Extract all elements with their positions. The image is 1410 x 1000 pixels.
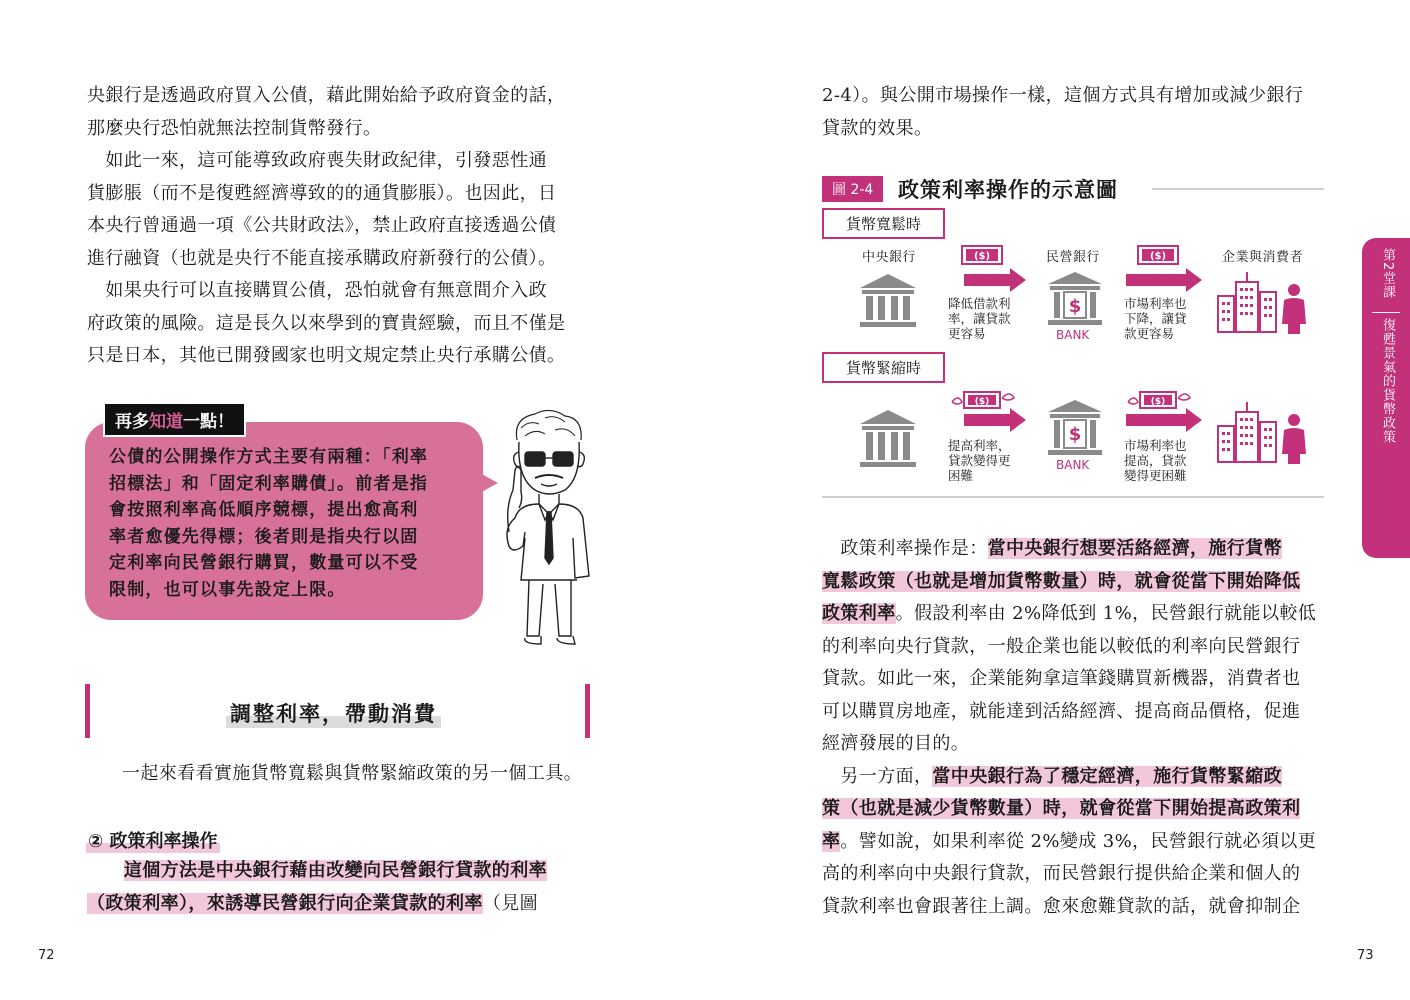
text-line: 貸款利率也會跟著往上調。愈來愈難貸款的話，就會抑制企 (822, 895, 1301, 917)
tip-line: 定利率向民營銀行購買，數量可以不受 (109, 553, 419, 573)
flying-money-arrow-icon (1124, 388, 1204, 434)
money-arrow-icon (948, 244, 1028, 294)
intro-line: 一起來看看實施貨幣寬鬆與貨幣緊縮政策的另一個工具。 (122, 763, 582, 784)
text-line: 府政策的風險。這是長久以來學到的寶貴經驗，而且不僅是 (87, 312, 566, 334)
text-line (822, 793, 1316, 826)
highlight-text: 當中央銀行想要活絡經濟，施行貨幣 (987, 538, 1283, 559)
text-line (822, 826, 1316, 859)
text-line (87, 888, 547, 921)
note-line: 變得更困難 (1124, 468, 1187, 483)
bank-word: BANK (1056, 458, 1090, 472)
professor-illustration (495, 408, 605, 648)
text-line: 如果央行可以直接購買公債，恐怕就會有無意間介入政 (87, 280, 547, 301)
text-line (822, 533, 1316, 566)
note-line: 貸款變得更 (948, 453, 1011, 468)
figure-rule-top (1152, 188, 1324, 190)
label-private-bank: 民營銀行 (1046, 250, 1101, 265)
label-consumers: 企業與消費者 (1222, 250, 1304, 265)
note-line: 困難 (948, 468, 974, 483)
private-bank-icon (1046, 398, 1104, 456)
city-consumer-icon (1214, 392, 1314, 466)
text-line: 貸款的效果。 (822, 117, 933, 139)
highlight-text: （政策利率），來誘導民營銀行向企業貸款的利率 (87, 892, 483, 914)
text-line: 央銀行是透過政府買入公債，藉此開始給予政府資金的話， (87, 85, 566, 106)
flying-money-arrow-icon (948, 388, 1028, 434)
easing-note-1 (948, 296, 1011, 341)
central-bank-icon (856, 272, 920, 328)
tip-line: 公債的公開操作方式主要有兩種：「利率 (109, 447, 429, 467)
city-consumer-icon (1214, 266, 1314, 336)
text-pre: 政策利率操作是： (822, 538, 988, 559)
text-line (87, 855, 547, 888)
tight-note-1 (948, 438, 1011, 483)
note-line: 提高，貸款 (1124, 453, 1187, 468)
figure-title: 政策利率操作的示意圖 (898, 178, 1118, 202)
tip-tag-post: 一點！ (183, 412, 234, 432)
tip-tag-pre: 再多 (115, 412, 149, 432)
right-body-text (822, 533, 1316, 923)
highlight-text: 當中央銀行為了穩定經濟，施行貨幣緊縮政 (932, 765, 1283, 787)
chapter-side-tab (1362, 238, 1410, 558)
text-tail: 。假設利率由 2%降低到 1%，民營銀行就能以較低 (895, 603, 1317, 624)
left-highlight-block (87, 855, 547, 920)
side-tab-topic: 復甦景氣的貨幣政策 (1380, 318, 1395, 444)
tip-line: 限制，也可以事先設定上限。 (109, 579, 346, 600)
tip-tag (103, 402, 246, 437)
label-central-bank: 中央銀行 (862, 250, 917, 265)
text-line: 進行融資（也就是央行不能直接承購政府新發行的公債）。 (87, 247, 557, 269)
note-line: 率，讓貸款 (948, 311, 1011, 326)
text-line: 貸款。如此一來，企業能夠拿這筆錢購買新機器，消費者也 (822, 668, 1301, 689)
text-line: 只是日本，其他已開發國家也明文規定禁止央行承購公債。 (87, 345, 566, 366)
right-top-text (822, 80, 1303, 145)
figure-rule-bottom (822, 496, 1324, 498)
text-line (822, 598, 1316, 631)
left-top-text (87, 80, 565, 373)
highlight-text: 寬鬆政策（也就是增加貨幣數量）時，就會從當下開始降低 (822, 570, 1301, 592)
svg-text:($): ($) (1150, 397, 1166, 407)
tip-line: 率者愈優先得標；後者則是指央行以固 (109, 526, 419, 547)
svg-text:($): ($) (974, 397, 990, 407)
section-title: 調整利率，帶動消費 (226, 698, 441, 728)
dollar-sign: $ (1068, 424, 1082, 445)
dollar-sign: $ (1068, 296, 1082, 317)
page-number-right: 73 (1357, 948, 1374, 963)
text-pre: 另一方面， (822, 765, 933, 787)
text-line: 本央行曾通過一項《公共財政法》，禁止政府直接透過公債 (87, 215, 557, 236)
note-line: 市場利率也 (1124, 438, 1187, 453)
tight-note-2 (1124, 438, 1187, 483)
note-line: 提高利率， (948, 438, 1011, 453)
text-line: 高的利率向中央銀行貸款，而民營銀行提供給企業和個人的 (822, 863, 1301, 884)
text-line: 可以購買房地產，就能達到活絡經濟、提高商品價格，促進 (822, 700, 1301, 722)
section-bar-right (585, 684, 590, 738)
tip-line: 會按照利率高低順序競標，提出愈高利 (109, 500, 419, 520)
money-arrow-icon (1124, 244, 1204, 294)
svg-text:($): ($) (1149, 251, 1167, 262)
easing-label: 貨幣寬鬆時 (822, 208, 945, 239)
highlight-text: 政策利率 (822, 603, 896, 624)
bank-word: BANK (1056, 328, 1090, 342)
text-line: 經濟發展的目的。 (822, 733, 970, 754)
easing-note-2 (1124, 296, 1187, 341)
tightening-label: 貨幣緊縮時 (822, 352, 945, 383)
subtitle-policy-rate: ② 政策利率操作 (86, 827, 220, 853)
note-line: 更容易 (948, 326, 986, 341)
text-tail: （見圖 (482, 892, 539, 914)
tip-bubble (85, 422, 483, 620)
text-line: 那麼央行恐怕就無法控制貨幣發行。 (87, 117, 382, 139)
text-tail: 。譬如說，如果利率從 2%變成 3%，民營銀行就必須以更 (840, 830, 1317, 852)
private-bank-icon (1046, 270, 1104, 326)
side-tab-chapter: 第2堂課 (1380, 248, 1395, 300)
note-line: 下降，讓貸 (1124, 311, 1187, 326)
text-line (822, 566, 1316, 599)
tip-tag-pink: 知道 (149, 412, 183, 432)
svg-text:($): ($) (973, 251, 991, 262)
central-bank-icon (856, 408, 920, 468)
section-bar-left (85, 684, 90, 738)
highlight-text: 率 (822, 830, 841, 852)
figure-tag: 圖 2-4 (822, 176, 883, 202)
note-line: 款更容易 (1124, 326, 1175, 341)
text-line (822, 761, 1316, 794)
page-number-left: 72 (38, 948, 55, 963)
text-line: 貨膨脹（而不是復甦經濟導致的的通貨膨脹）。也因此，日 (87, 182, 557, 204)
highlight-text: 策（也就是減少貨幣數量）時，就會從當下開始提高政策利 (822, 798, 1301, 819)
tip-line: 招標法」和「固定利率購債」。前者是指 (109, 473, 429, 494)
text-line: 的利率向央行貸款，一般企業也能以較低的利率向民營銀行 (822, 635, 1301, 657)
highlight-text: 這個方法是中央銀行藉由改變向民營銀行貸款的利率 (123, 860, 548, 881)
text-line: 2-4）。與公開市場操作一樣，這個方式具有增加或減少銀行 (822, 85, 1304, 106)
side-tab-divider (1372, 312, 1400, 313)
note-line: 降低借款利 (948, 296, 1011, 311)
note-line: 市場利率也 (1124, 296, 1187, 311)
text-line: 如此一來，這可能導致政府喪失財政紀律，引發惡性通 (87, 150, 547, 171)
